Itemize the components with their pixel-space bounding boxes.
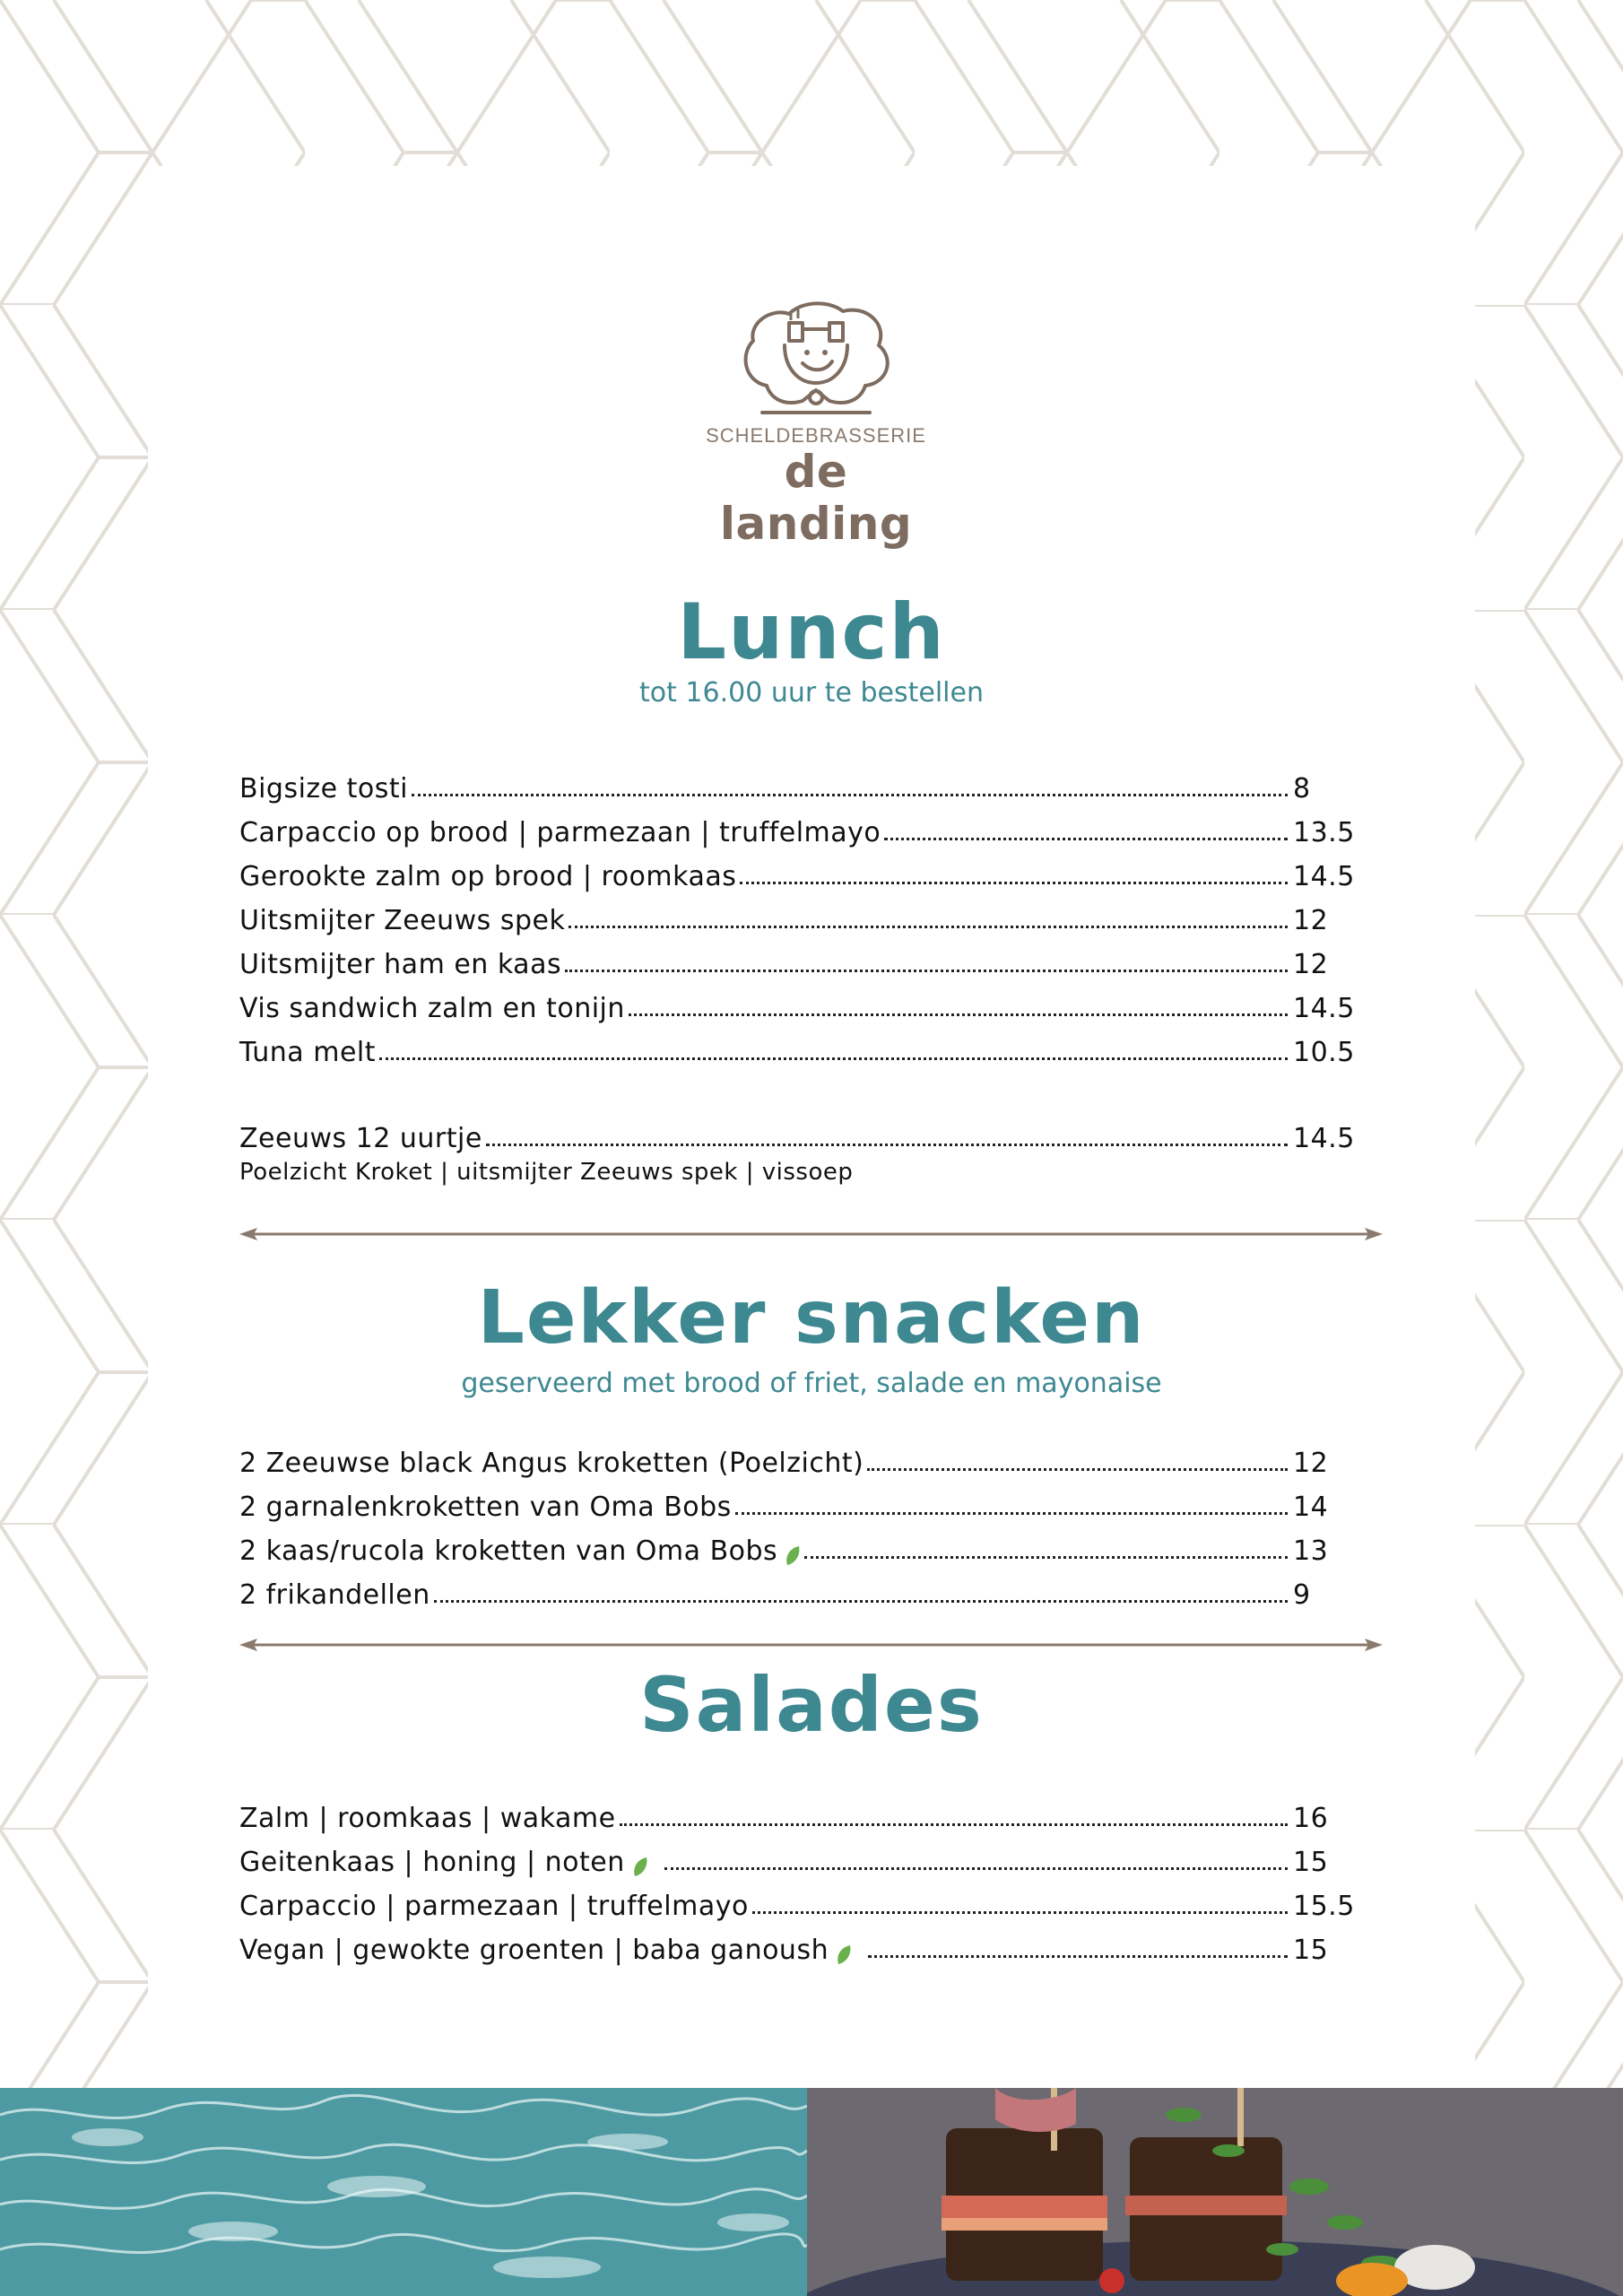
brand-logo <box>681 300 950 550</box>
item-price: 15 <box>1293 1847 1329 1878</box>
item-name: Zeeuws 12 uurtje <box>239 1123 482 1154</box>
lunch-special <box>239 1110 1356 1154</box>
mascot-logo-icon <box>735 300 897 417</box>
dot-leader <box>486 1143 1288 1146</box>
brand-name: de landing <box>719 446 913 550</box>
list-item <box>239 1878 1356 1922</box>
list-item <box>239 761 1356 804</box>
dot-leader <box>804 1555 1288 1559</box>
list-item <box>239 1110 1356 1154</box>
item-price: 14.5 <box>1293 993 1355 1024</box>
item-name: Carpaccio | parmezaan | truffelmayo <box>239 1891 749 1922</box>
item-name: Bigsize tosti <box>239 773 409 804</box>
salads-list <box>239 1790 1356 1966</box>
item-price: 15.5 <box>1293 1891 1355 1922</box>
item-price: 14 <box>1293 1492 1329 1523</box>
sea-water-photo <box>0 2088 807 2296</box>
item-name: 2 frikandellen <box>239 1579 430 1611</box>
item-price: 14.5 <box>1293 1123 1355 1154</box>
item-price: 13.5 <box>1293 817 1355 848</box>
dot-leader <box>620 1822 1288 1826</box>
brand-tagline: SCHELDEBRASSERIE <box>706 424 926 447</box>
leaf-icon <box>785 1545 801 1567</box>
list-item <box>239 848 1356 892</box>
leaf-icon <box>632 1857 648 1878</box>
item-name: Gerookte zalm op brood | roomkaas <box>239 861 737 892</box>
leaf-icon <box>836 1944 852 1966</box>
dot-leader <box>379 1057 1288 1060</box>
item-name: Tuna melt <box>239 1037 376 1068</box>
list-item <box>239 1567 1356 1611</box>
lunch-title: Lunch <box>677 587 946 677</box>
item-price: 12 <box>1293 905 1329 936</box>
dot-leader <box>884 837 1288 840</box>
item-price: 12 <box>1293 949 1329 980</box>
lunch-list <box>239 761 1356 1068</box>
item-price: 10.5 <box>1293 1037 1355 1068</box>
item-price: 14.5 <box>1293 861 1355 892</box>
dot-leader <box>568 925 1288 928</box>
item-price: 9 <box>1293 1579 1311 1611</box>
sandwich-photo <box>807 2088 1623 2296</box>
item-name: Uitsmijter ham en kaas <box>239 949 562 980</box>
list-item <box>239 1790 1356 1834</box>
list-item <box>239 1479 1356 1523</box>
item-name: 2 garnalenkroketten van Oma Bobs <box>239 1492 732 1523</box>
list-item <box>239 1922 1356 1966</box>
dot-leader <box>629 1013 1288 1016</box>
item-name: Geitenkaas | honing | noten <box>239 1847 625 1878</box>
item-name: Vegan | gewokte groenten | baba ganoush <box>239 1935 829 1966</box>
item-name: 2 Zeeuwse black Angus kroketten (Poelzicht) <box>239 1448 864 1479</box>
item-price: 16 <box>1293 1803 1329 1834</box>
list-item <box>239 936 1356 980</box>
item-price: 15 <box>1293 1935 1329 1966</box>
double-arrow-divider <box>239 1225 1383 1243</box>
list-item <box>239 892 1356 936</box>
list-item <box>239 1435 1356 1479</box>
dot-leader <box>565 969 1288 972</box>
item-price: 13 <box>1293 1535 1329 1567</box>
item-name: Carpaccio op brood | parmezaan | truffelmayo <box>239 817 881 848</box>
snacks-subtitle: geserveerd met brood of friet, salade en mayonaise <box>461 1368 1162 1399</box>
lunch-subtitle: tot 16.00 uur te bestellen <box>639 677 984 709</box>
list-item <box>239 1523 1356 1567</box>
item-name: Uitsmijter Zeeuws spek <box>239 905 566 936</box>
list-item <box>239 1024 1356 1068</box>
item-name: Vis sandwich zalm en tonijn <box>239 993 625 1024</box>
dot-leader <box>867 1467 1288 1471</box>
dot-leader <box>735 1511 1288 1515</box>
snacks-title: Lekker snacken <box>477 1275 1146 1361</box>
dot-leader <box>740 881 1288 884</box>
dot-leader <box>434 1599 1288 1603</box>
item-name: 2 kaas/rucola kroketten van Oma Bobs <box>239 1535 778 1567</box>
double-arrow-divider <box>239 1636 1383 1654</box>
special-description: Poelzicht Kroket | uitsmijter Zeeuws spek | vissoep <box>239 1159 854 1186</box>
list-item <box>239 804 1356 848</box>
list-item <box>239 980 1356 1024</box>
item-price: 8 <box>1293 773 1311 804</box>
dot-leader <box>412 793 1288 796</box>
dot-leader <box>868 1954 1288 1958</box>
dot-leader <box>664 1866 1288 1870</box>
item-name: Zalm | roomkaas | wakame <box>239 1803 616 1834</box>
dot-leader <box>752 1910 1288 1914</box>
item-price: 12 <box>1293 1448 1329 1479</box>
snacks-list <box>239 1435 1356 1611</box>
list-item <box>239 1834 1356 1878</box>
salads-title: Salades <box>639 1661 984 1749</box>
